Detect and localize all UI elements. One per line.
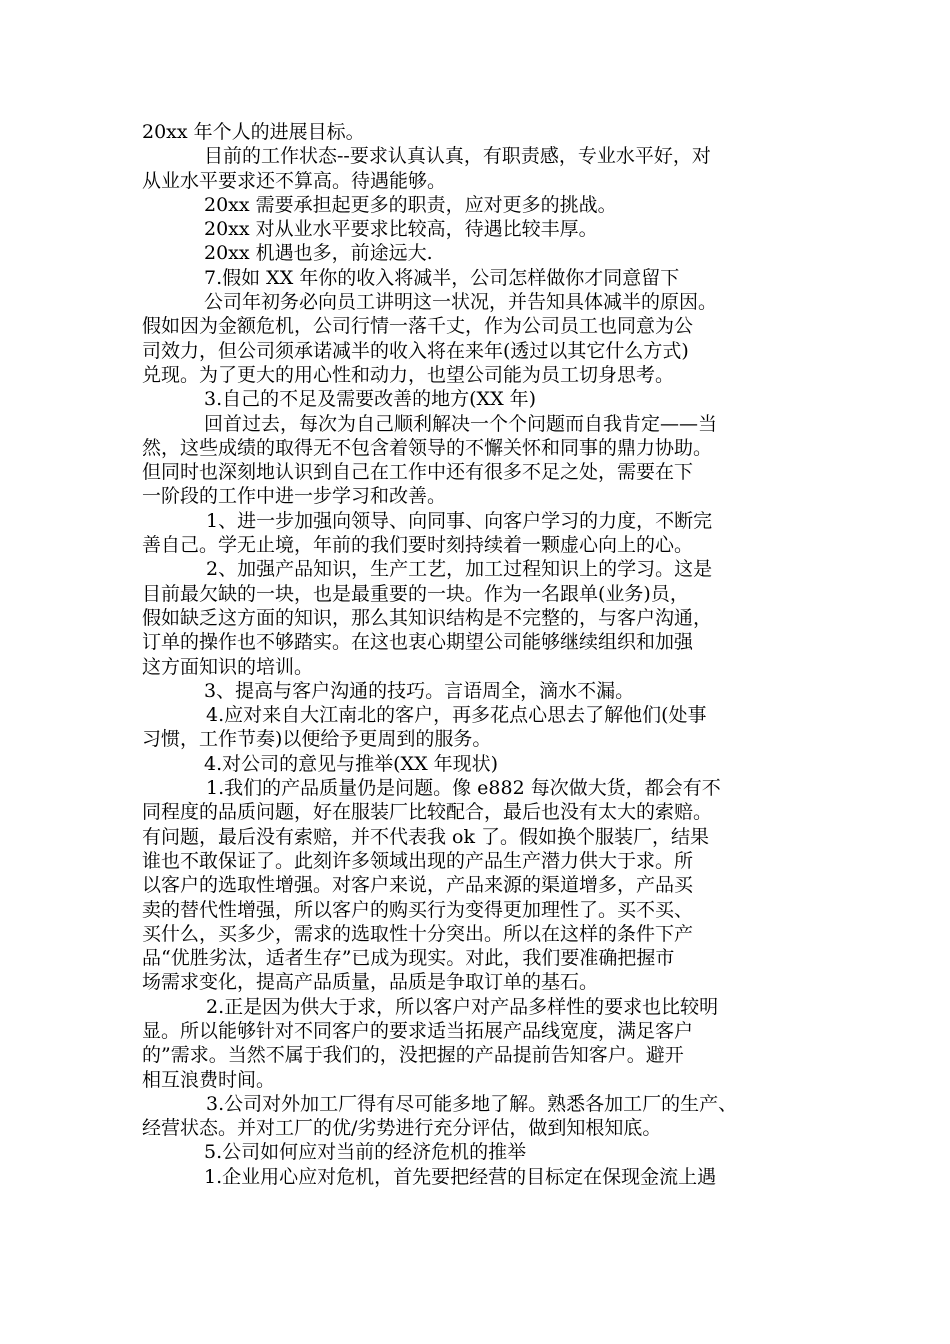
text-line-18: 善自己。学无止境，年前的我们要时刻持续着一颗虚心向上的心。	[142, 534, 694, 557]
text-line-35: 品“优胜劣汰，适者生存”已成为现实。对此，我们要准确把握市	[142, 947, 675, 970]
text-line-19: 2、加强产品知识，生产工艺，加工过程知识上的学习。这是	[206, 558, 713, 581]
text-line-36: 场需求变化，提高产品质量，品质是争取订单的基石。	[142, 971, 599, 994]
text-line-11: 兑现。为了更大的用心性和动力，也望公司能为员工切身思考。	[142, 363, 675, 386]
section-heading-7: 7.假如 XX 年你的收入将减半，公司怎样做你才同意留下	[204, 266, 680, 289]
text-line-8: 公司年初务必向员工讲明这一状况，并告知具体减半的原因。	[204, 291, 718, 314]
text-line-41: 3.公司对外加工厂得有尽可能多地了解。熟悉各加工厂的生产、	[206, 1092, 738, 1115]
text-line-38: 显。所以能够针对不同客户的要求适当拓展产品线宽度，满足客户	[142, 1019, 694, 1042]
text-line-28: 1.我们的产品质量仍是问题。像 e882 每次做大货，都会有不	[206, 777, 721, 800]
text-line-5: 20xx 对从业水平要求比较高，待遇比较丰厚。	[204, 218, 598, 241]
text-line-40: 相互浪费时间。	[142, 1068, 276, 1091]
text-line-24: 3、提高与客户沟通的技巧。言语周全，滴水不漏。	[204, 679, 635, 702]
text-line-44: 1.企业用心应对危机，首先要把经营的目标定在保现金流上遇	[204, 1165, 717, 1188]
text-line-1: 20xx 年个人的进展目标。	[142, 121, 365, 143]
text-line-2: 目前的工作状态--要求认真认真，有职责感，专业水平好，对	[204, 145, 711, 168]
text-line-10: 司效力，但公司须承诺减半的收入将在来年(透过以其它什么方式)	[142, 339, 689, 362]
text-line-3: 从业水平要求还不算高。待遇能够。	[142, 169, 447, 192]
text-line-4: 20xx 需要承担起更多的职责，应对更多的挑战。	[204, 193, 617, 216]
text-line-6: 20xx 机遇也多，前途远大.	[204, 242, 433, 265]
text-line-25: 4.应对来自大江南北的客户，再多花点心思去了解他们(处事	[206, 704, 707, 727]
text-line-22: 订单的操作也不够踏实。在这也衷心期望公司能够继续组织和加强	[142, 631, 694, 654]
text-line-23: 这方面知识的培训。	[142, 655, 314, 678]
text-line-32: 以客户的选取性增强。对客户来说，产品来源的渠道增多，产品买	[142, 874, 694, 897]
text-line-37: 2.正是因为供大于求，所以客户对产品多样性的要求也比较明	[206, 995, 719, 1018]
text-line-39: 的”需求。当然不属于我们的，没把握的产品提前告知客户。避开	[142, 1044, 684, 1067]
text-line-21: 假如缺乏这方面的知识，那么其知识结构是不完整的，与客户沟通，	[142, 606, 713, 629]
text-line-14: 然，这些成绩的取得无不包含着领导的不懈关怀和同事的鼎力协助。	[142, 436, 713, 459]
text-line-34: 买什么，买多少，需求的选取性十分突出。所以在这样的条件下产	[142, 922, 694, 945]
text-line-20: 目前最欠缺的一块，也是最重要的一块。作为一名跟单(业务)员，	[142, 582, 689, 605]
text-line-9: 假如因为金额危机，公司行情一落千丈，作为公司员工也同意为公	[142, 315, 694, 338]
text-line-26: 习惯，工作节奏)以便给予更周到的服务。	[142, 728, 492, 751]
text-line-15: 但同时也深刻地认识到自己在工作中还有很多不足之处，需要在下	[142, 461, 694, 484]
section-heading-5: 5.公司如何应对当前的经济危机的推举	[204, 1141, 527, 1164]
text-line-42: 经营状态。并对工厂的优/劣势进行充分评估，做到知根知底。	[142, 1117, 662, 1140]
document-body	[142, 120, 810, 1189]
text-line-30: 有问题，最后没有索赔，并不代表我 ok 了。假如换个服装厂，结果	[142, 825, 710, 848]
text-line-17: 1、进一步加强向领导、向同事、向客户学习的力度，不断完	[206, 509, 713, 532]
section-heading-4: 4.对公司的意见与推举(XX 年现状)	[204, 752, 499, 775]
text-line-33: 卖的替代性增强，所以客户的购买行为变得更加理性了。买不买、	[142, 898, 694, 921]
text-line-16: 一阶段的工作中进一步学习和改善。	[142, 485, 447, 508]
section-heading-3: 3.自己的不足及需要改善的地方(XX 年)	[204, 388, 537, 411]
text-line-29: 同程度的品质问题，好在服装厂比较配合，最后也没有太大的索赔。	[142, 801, 713, 824]
text-line-31: 谁也不敢保证了。此刻许多领域出现的产品生产潜力供大于求。所	[142, 849, 694, 872]
text-line-13: 回首过去，每次为自己顺利解决一个个问题而自我肯定——当	[204, 412, 718, 435]
